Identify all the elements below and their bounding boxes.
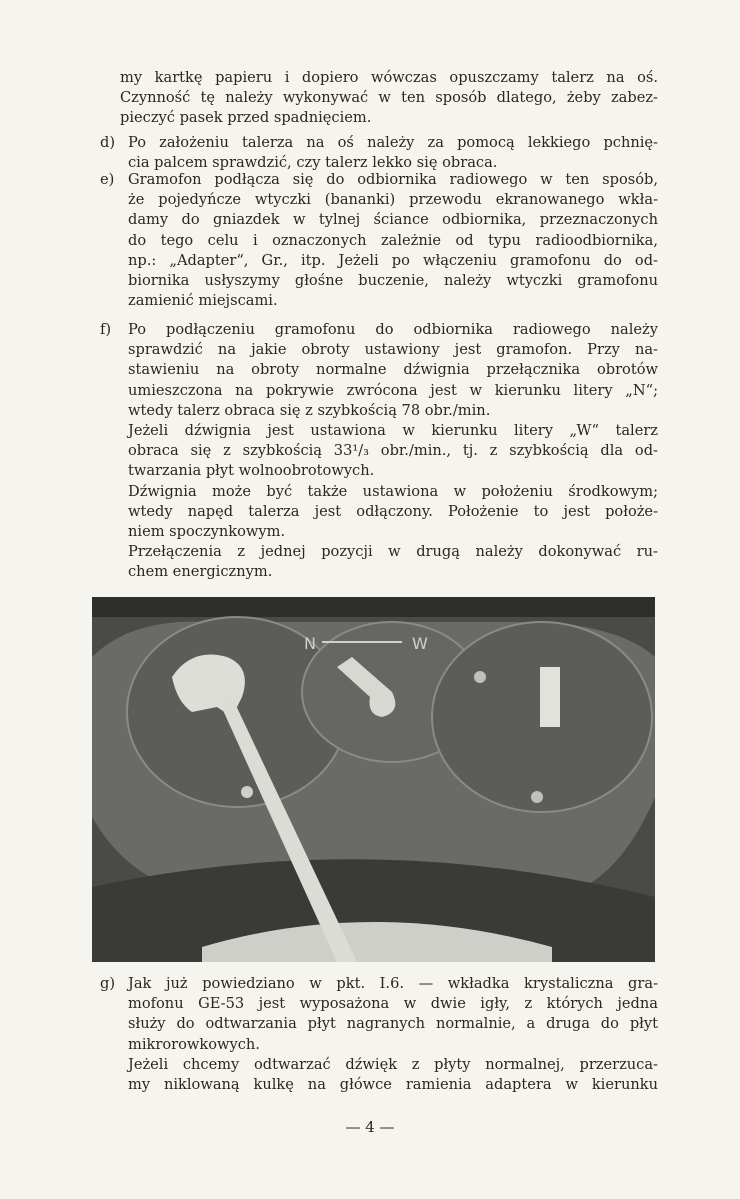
text-line: obraca się z szybkością 33¹/₃ obr./min., tj. z szybkością dla od- [128,442,658,460]
text-line: Jeżeli chcemy odtwarzać dźwięk z płyty normalnej, przerzuca- [128,1055,658,1073]
text-line: do tego celu i oznaczonych zależnie od typu radioodbiornika, [128,231,658,249]
text-line: Czynność tę należy wykonywać w ten sposób dlatego, żeby zabez- [120,89,658,107]
text-line: mikrorowkowych. [128,1035,260,1053]
text-line: damy do gniazdek w tylnej ściance odbiornika, przeznaczonych [128,211,658,229]
item-d [100,133,658,173]
item-label: g) [100,975,116,992]
text-line: cia palcem sprawdzić, czy talerz lekko się obraca. [128,154,498,172]
text-line: umieszczona na pokrywie zwrócona jest w kierunku litery „N“; [128,381,658,399]
text-line: Dźwignia może być także ustawiona w położeniu środkowym; [128,482,658,500]
text-line: my niklowaną kulkę na główce ramienia adaptera w kierunku [128,1075,658,1093]
text-line: sprawdzić na jakie obroty ustawiony jest gramofon. Przy na- [128,341,658,359]
text-line: Przełączenia z jednej pozycji w drugą należy dokonywać ru- [128,543,658,561]
text-line: Jak już powiedziano w pkt. I.6. — wkładka krystaliczna gra- [128,975,658,992]
text-line: niem spoczynkowym. [128,522,286,540]
photo-label-n: N [304,634,316,653]
item-e [100,170,658,311]
item-label: d) [100,134,116,151]
intro-paragraph [120,68,658,129]
item-f [100,320,658,582]
text-line: Po założeniu talerza na oś należy za pomocą lekkiego pchnię- [128,134,658,151]
text-line: Gramofon podłącza się do odbiornika radiowego w ten sposób, [128,171,658,188]
text-line: służy do odtwarzania płyt nagranych normalnie, a druga do płyt [128,1015,658,1033]
text-line: wtedy napęd talerza jest odłączony. Położenie to jest położe- [128,502,658,520]
item-label: e) [100,171,115,188]
text-line: wtedy talerz obraca się z szybkością 78 obr./min. [128,401,491,419]
photo-label-w: W [412,634,428,653]
text-line: Jeżeli dźwignia jest ustawiona w kierunku litery „W“ talerz [128,421,658,439]
text-line: mofonu GE-53 jest wyposażona w dwie igły, z których jedna [128,995,658,1013]
page-number: — 4 — [345,1118,395,1136]
text-line: Po podłączeniu gramofonu do odbiornika radiowego należy [128,321,658,338]
text-line: twarzania płyt wolnoobrotowych. [128,462,375,480]
text-line: pieczyć pasek przed spadnięciem. [120,109,372,127]
text-line: zamienić miejscami. [128,292,278,310]
gramophone-photo [92,597,655,962]
item-label: f) [100,321,112,338]
text-line: np.: „Adapter“, Gr., itp. Jeżeli po włączeniu gramofonu do od- [128,251,658,269]
text-line: my kartkę papieru i dopiero wówczas opuszczamy talerz na oś. [120,69,658,86]
text-line: biornika usłyszymy głośne buczenie, należy wtyczki gramofonu [128,271,658,289]
item-g [100,974,658,1095]
text-line: chem energicznym. [128,563,273,581]
text-line: stawieniu na obroty normalne dźwignia przełącznika obrotów [128,361,658,379]
text-line: że pojedyńcze wtyczki (bananki) przewodu ekranowanego wkła- [128,191,658,209]
